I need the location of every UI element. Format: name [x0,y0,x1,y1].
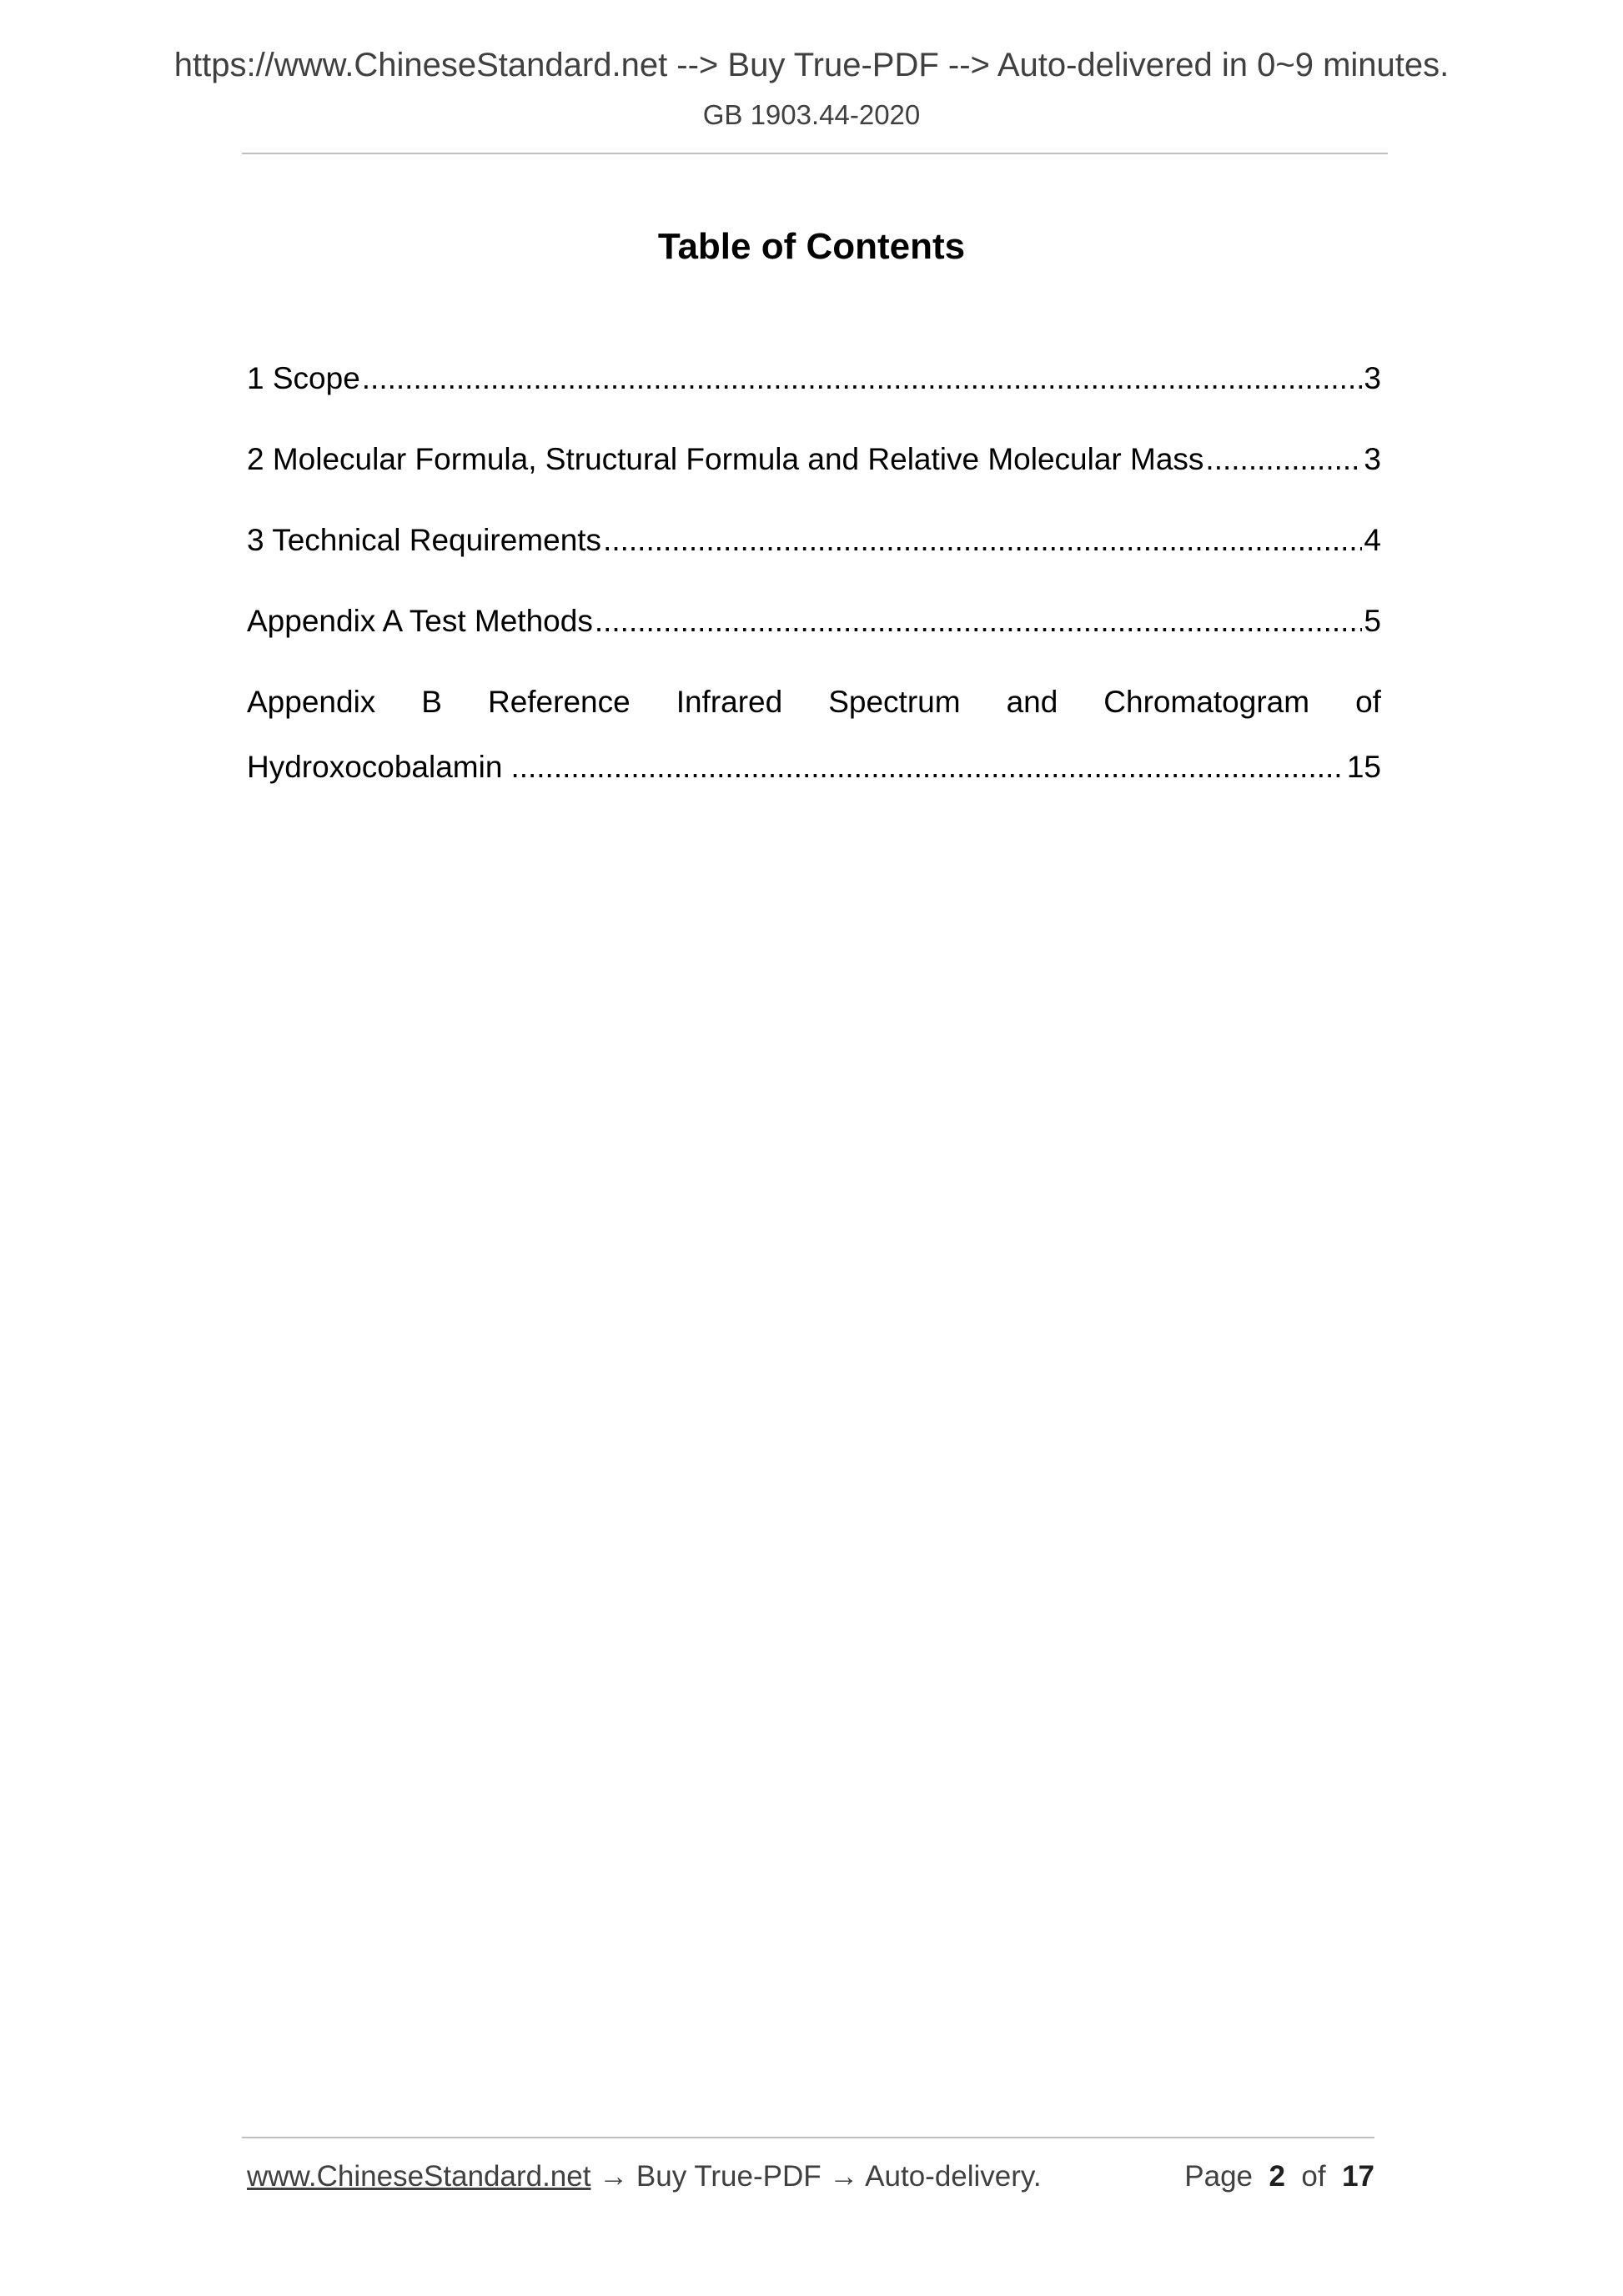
footer-left [247,2157,1042,2197]
toc-entry-label: 2 Molecular Formula, Structural Formula and Relative Molecular Mass [247,442,1204,476]
toc-entry-page: 5 [1364,604,1381,638]
toc-entry-scope[interactable] [247,355,1381,402]
toc-entry-label-line1 [247,679,1381,726]
toc-dot-leader [510,744,1341,791]
toc-entry-appendix-b[interactable] [247,679,1381,791]
toc-entry-page: 4 [1364,523,1381,557]
page-title: Table of Contents [657,226,966,267]
toc-word: of [1355,685,1381,719]
toc-word: Chromatogram [1103,685,1310,719]
toc-entry-label-line2 [247,744,1381,791]
toc-dot-leader [595,598,1363,645]
footer-page-indicator [1184,2157,1374,2197]
toc-word: Appendix [247,685,376,719]
toc-word: Reference [487,685,631,719]
toc-entry-label: Appendix A Test Methods [247,604,593,638]
toc-entry-page: 3 [1364,442,1381,476]
toc-dot-leader [1205,436,1362,483]
footer-site-link[interactable]: www.ChineseStandard.net [247,2160,591,2193]
toc-word: Infrared [676,685,783,719]
footer-of-word: of [1301,2160,1326,2193]
toc-dot-leader [603,517,1362,564]
toc-entry-label: Hydroxocobalamin [247,750,503,784]
toc-entry-appendix-a[interactable] [247,598,1381,645]
toc-entry-technical-requirements[interactable] [247,517,1381,564]
header-divider [242,153,1388,154]
footer-page-word: Page [1184,2160,1254,2193]
footer-total-pages: 17 [1342,2160,1374,2193]
header-document-number: GB 1903.44-2020 [702,99,921,130]
toc-word: Spectrum [828,685,961,719]
toc-dot-leader [362,355,1363,402]
footer-divider [242,2137,1374,2138]
footer-current-page: 2 [1269,2160,1285,2193]
toc-entry-label: 3 Technical Requirements [247,523,602,557]
table-of-contents [247,355,1381,791]
toc-entry-label: 1 Scope [247,361,360,395]
toc-entry-page: 15 [1346,750,1381,784]
footer-tagline: → Buy True-PDF → Auto-delivery. [590,2160,1042,2193]
toc-word: B [421,685,442,719]
header-banner: https://www.ChineseStandard.net --> Buy True-PDF --> Auto-delivered in 0~9 minutes. [173,47,1450,83]
toc-word: and [1006,685,1058,719]
toc-entry-molecular-formula[interactable] [247,436,1381,483]
toc-entry-page: 3 [1364,361,1381,395]
